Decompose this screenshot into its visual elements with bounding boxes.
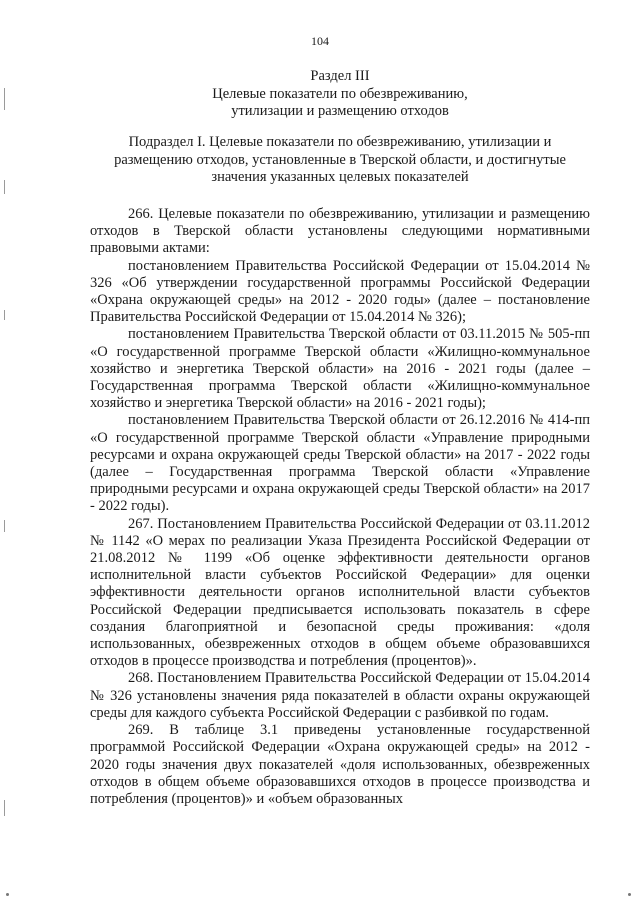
subsection-heading-line: значения указанных целевых показателей: [211, 169, 469, 185]
scan-corner-mark: [6, 893, 9, 896]
paragraph-266: 266. Целевые показатели по обезвреживанию, утилизации и размещению отходов в Тверской области установлены следующими нормативными правовыми актами:: [90, 206, 590, 257]
scan-margin-mark: [4, 800, 5, 816]
document-body: [90, 206, 590, 808]
section-heading-line: Раздел III: [310, 68, 370, 84]
scan-margin-mark: [4, 88, 5, 110]
paragraph-decree-505pp: постановлением Правительства Тверской области от 03.11.2015 № 505-пп «О государственной программе Тверской области «Жилищно-коммунальное хозяйство и энергетика Тверской области» на 2016 - 2021 годы (далее – Государственная программа Тверской области «Жилищно-коммунальное хозяйство и энергетика Тверской области» на 2016 - 2021 годы);: [90, 326, 590, 412]
paragraph-decree-326: постановлением Правительства Российской Федерации от 15.04.2014 № 326 «Об утверждении государственной программы Российской Федерации «Охрана окружающей среды» на 2012 - 2020 годы» (далее – постановление Правительства Российской Федерации от 15.04.2014 № 326);: [90, 257, 590, 326]
page-number: 104: [311, 34, 329, 48]
subsection-heading-line: размещению отходов, установленные в Тверской области, и достигнутые: [114, 151, 566, 168]
scan-margin-mark: [4, 310, 5, 320]
paragraph-decree-414pp: постановлением Правительства Тверской области от 26.12.2016 № 414-пп «О государственной программе Тверской области «Управление природными ресурсами и охрана окружающей среды Тверской области» на 2017 - 2022 годы (далее – Государственная программа Тверской области «Управление природными ресурсами и охрана окружающей среды Тверской области» на 2017 - 2022 годы).: [90, 412, 590, 515]
paragraph-269: 269. В таблице 3.1 приведены установленные государственной программой Российской Федерации «Охрана окружающей среды» на 2012 - 2020 годы значения двух показателей «доля использованных, обезвреженных отходов в общем объеме образовавшихся отходов в процессе производства и потребления (процентов)» и «объем образованных: [90, 722, 590, 807]
subsection-heading-line: Подраздел I. Целевые показатели по обезвреживанию, утилизации и: [128, 134, 552, 150]
scan-corner-mark: [628, 893, 631, 896]
section-heading-line: утилизации и размещению отходов: [231, 103, 449, 119]
paragraph-267: 267. Постановлением Правительства Российской Федерации от 03.11.2012 № 1142 «О мерах по реализации Указа Президента Российской Федерации от 21.08.2012 № 1199 «Об оценке эффективности деятельности органов исполнительной власти субъектов Российской Федерации» для оценки эффективности деятельности органов исполнительной власти субъектов Российской Федерации предписывается использовать показатель в сфере создания благоприятной и безопасной среды проживания: «доля использованных, обезвреженных отходов в общем объеме образовавшихся отходов в процессе производства и потребления (процентов)».: [90, 515, 590, 670]
section-heading: [90, 68, 590, 121]
subsection-heading: [90, 134, 590, 187]
section-heading-line: Целевые показатели по обезвреживанию,: [212, 85, 468, 102]
scan-margin-mark: [4, 180, 5, 194]
paragraph-268: 268. Постановлением Правительства Российской Федерации от 15.04.2014 № 326 установлены значения ряда показателей в области охраны окружающей среды для каждого субъекта Российской Федерации с разбивкой по годам.: [90, 670, 590, 721]
scan-margin-mark: [4, 520, 5, 532]
